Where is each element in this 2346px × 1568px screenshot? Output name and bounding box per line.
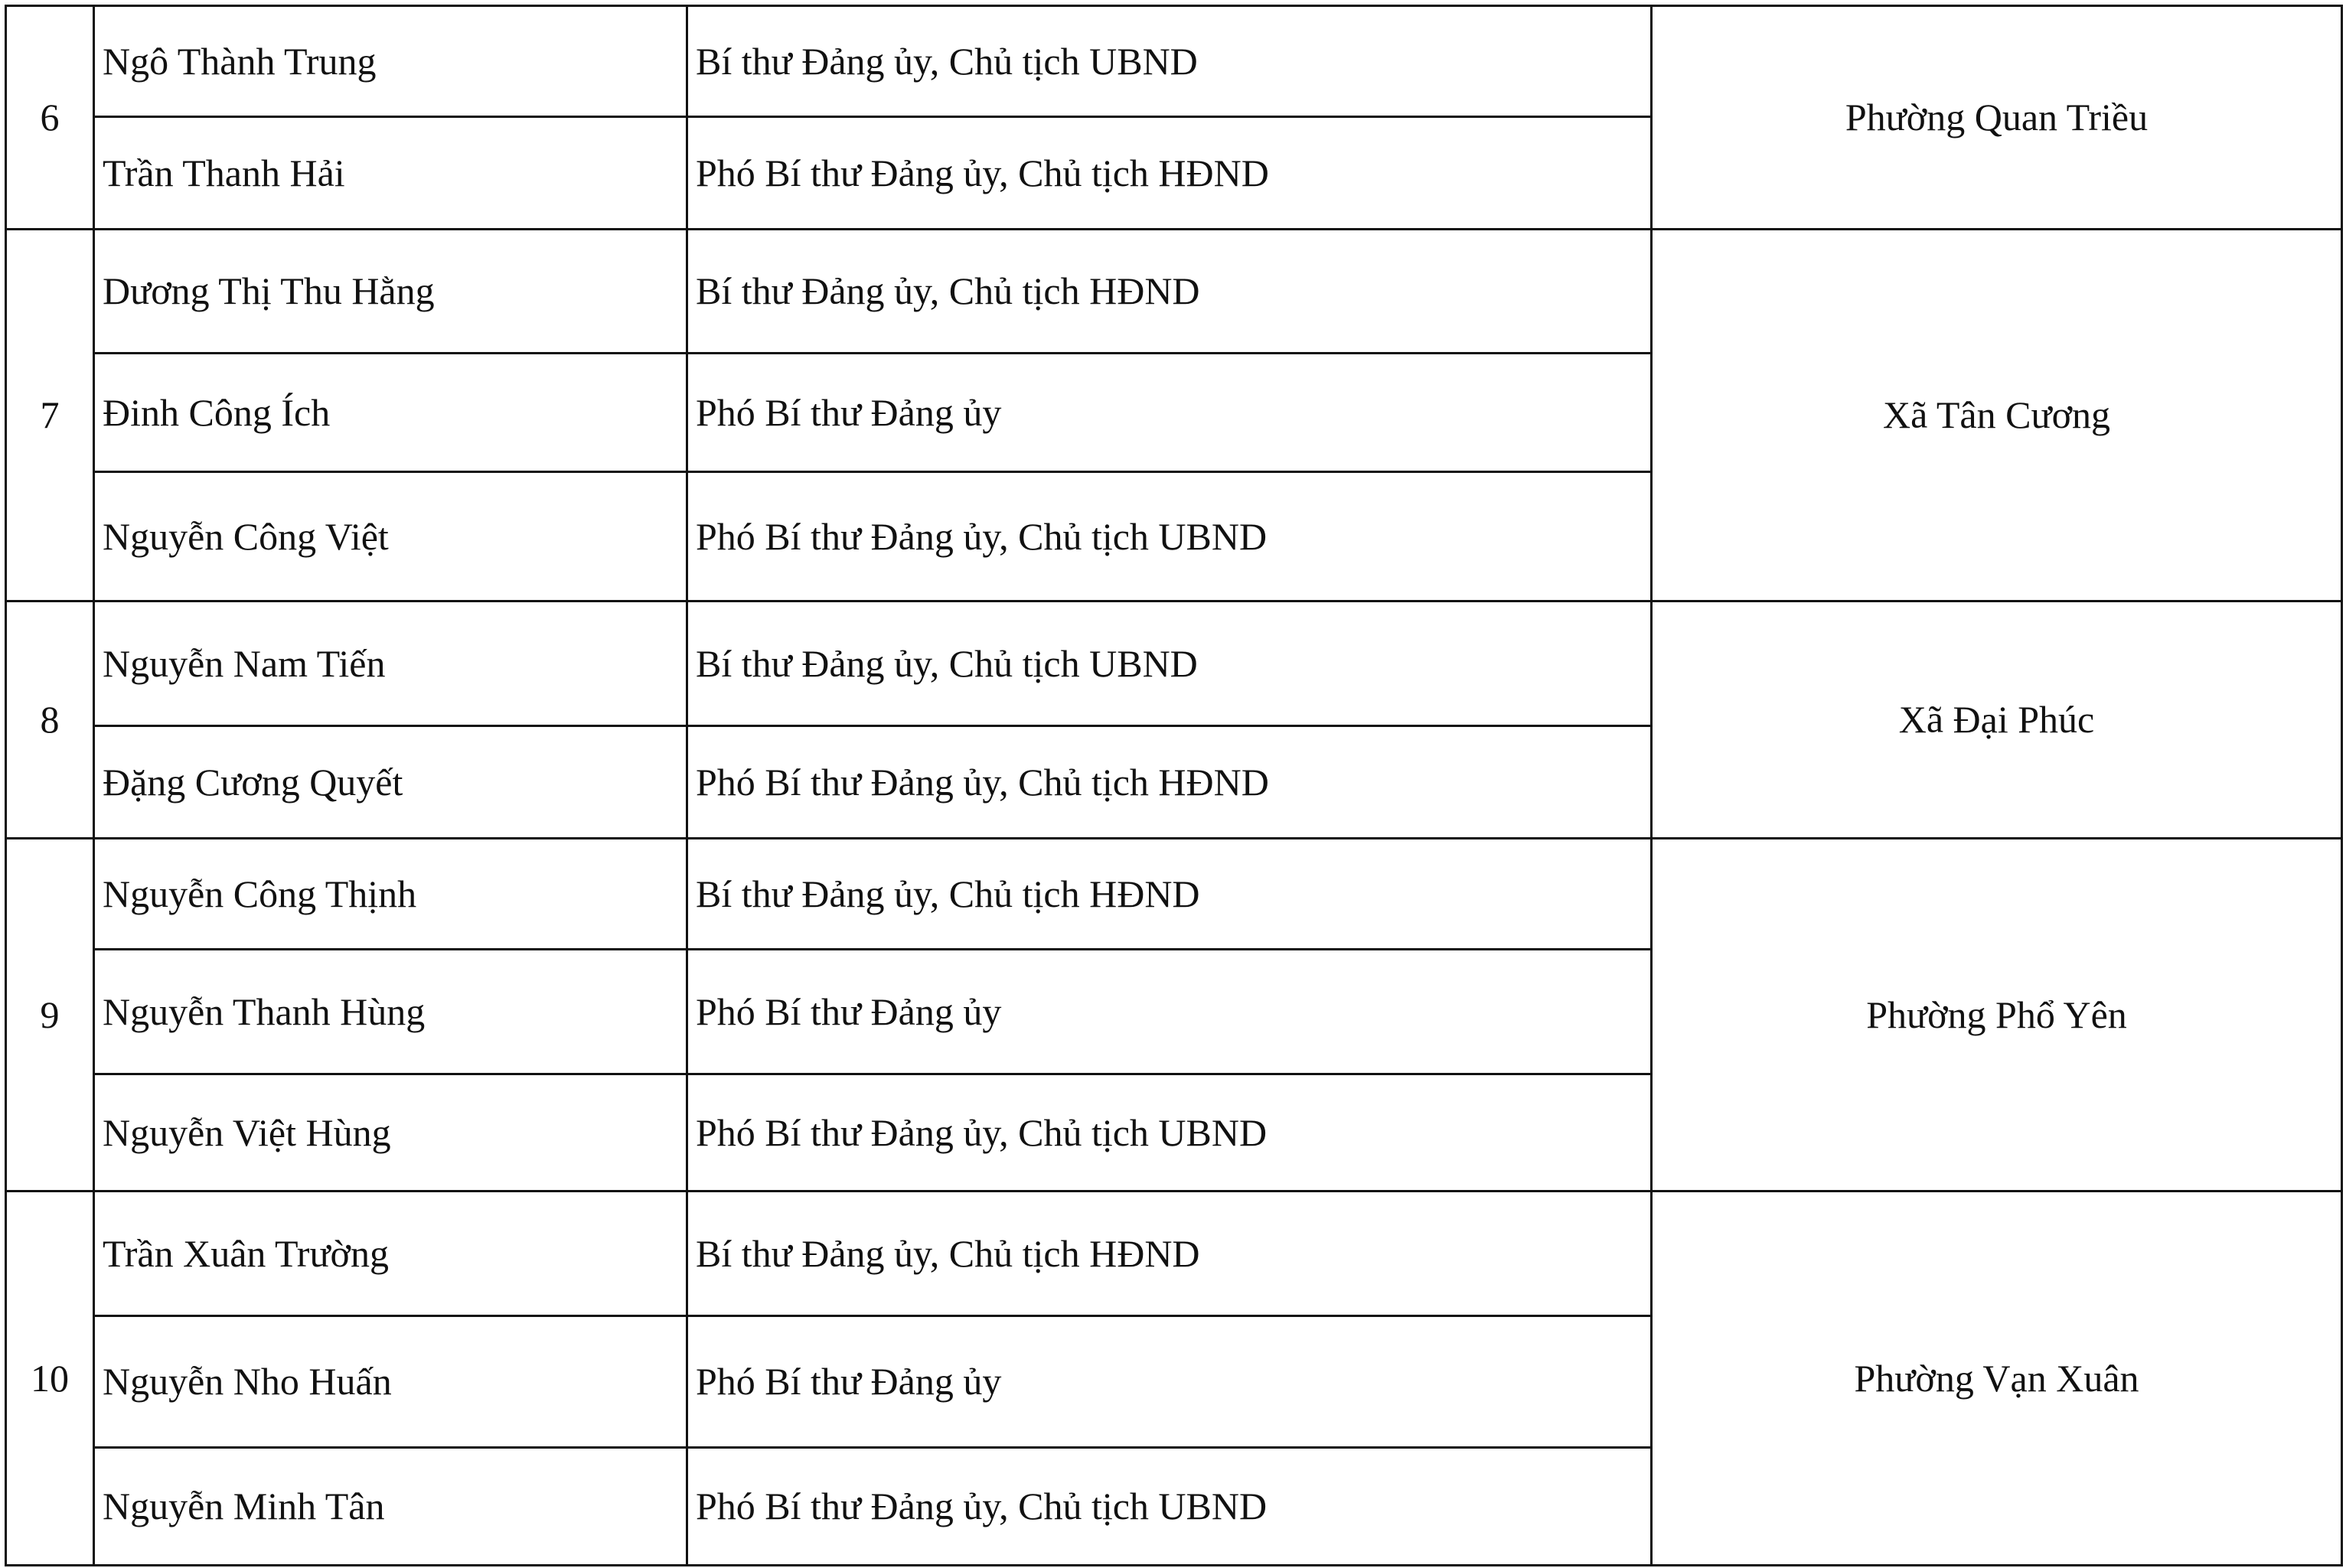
title-cell: Bí thư Đảng ủy, Chủ tịch UBND <box>687 601 1652 726</box>
unit-cell: Xã Đại Phúc <box>1652 601 2342 839</box>
name-cell: Đặng Cương Quyết <box>94 726 687 839</box>
unit-cell: Xã Tân Cương <box>1652 230 2342 601</box>
stt-cell: 9 <box>6 839 94 1191</box>
stt-cell: 7 <box>6 230 94 601</box>
name-cell: Nguyễn Công Việt <box>94 472 687 601</box>
name-cell: Nguyễn Nam Tiến <box>94 601 687 726</box>
title-cell: Phó Bí thư Đảng ủy, Chủ tịch HĐND <box>687 117 1652 230</box>
name-cell: Nguyễn Công Thịnh <box>94 839 687 950</box>
unit-cell: Phường Phổ Yên <box>1652 839 2342 1191</box>
name-cell: Nguyễn Minh Tân <box>94 1448 687 1566</box>
name-cell: Trần Xuân Trường <box>94 1191 687 1316</box>
name-cell: Nguyễn Nho Huấn <box>94 1316 687 1448</box>
title-cell: Phó Bí thư Đảng ủy <box>687 354 1652 472</box>
title-cell: Bí thư Đảng ủy, Chủ tịch HĐND <box>687 839 1652 950</box>
name-cell: Đinh Công Ích <box>94 354 687 472</box>
title-cell: Phó Bí thư Đảng ủy, Chủ tịch UBND <box>687 472 1652 601</box>
unit-cell: Phường Vạn Xuân <box>1652 1191 2342 1566</box>
unit-cell: Phường Quan Triều <box>1652 6 2342 230</box>
stt-cell: 10 <box>6 1191 94 1566</box>
title-cell: Bí thư Đảng ủy, Chủ tịch HĐND <box>687 1191 1652 1316</box>
personnel-table <box>5 5 2343 1566</box>
title-cell: Phó Bí thư Đảng ủy, Chủ tịch UBND <box>687 1074 1652 1191</box>
title-cell: Bí thư Đảng ủy, Chủ tịch UBND <box>687 6 1652 117</box>
stt-cell: 6 <box>6 6 94 230</box>
table-row <box>6 230 2342 354</box>
title-cell: Phó Bí thư Đảng ủy, Chủ tịch HĐND <box>687 726 1652 839</box>
title-cell: Phó Bí thư Đảng ủy <box>687 950 1652 1074</box>
title-cell: Phó Bí thư Đảng ủy, Chủ tịch UBND <box>687 1448 1652 1566</box>
name-cell: Nguyễn Thanh Hùng <box>94 950 687 1074</box>
name-cell: Nguyễn Việt Hùng <box>94 1074 687 1191</box>
table-row <box>6 839 2342 950</box>
title-cell: Bí thư Đảng ủy, Chủ tịch HĐND <box>687 230 1652 354</box>
table-row <box>6 1191 2342 1316</box>
name-cell: Trần Thanh Hải <box>94 117 687 230</box>
table-row <box>6 6 2342 117</box>
name-cell: Ngô Thành Trung <box>94 6 687 117</box>
table-row <box>6 601 2342 726</box>
name-cell: Dương Thị Thu Hằng <box>94 230 687 354</box>
title-cell: Phó Bí thư Đảng ủy <box>687 1316 1652 1448</box>
stt-cell: 8 <box>6 601 94 839</box>
